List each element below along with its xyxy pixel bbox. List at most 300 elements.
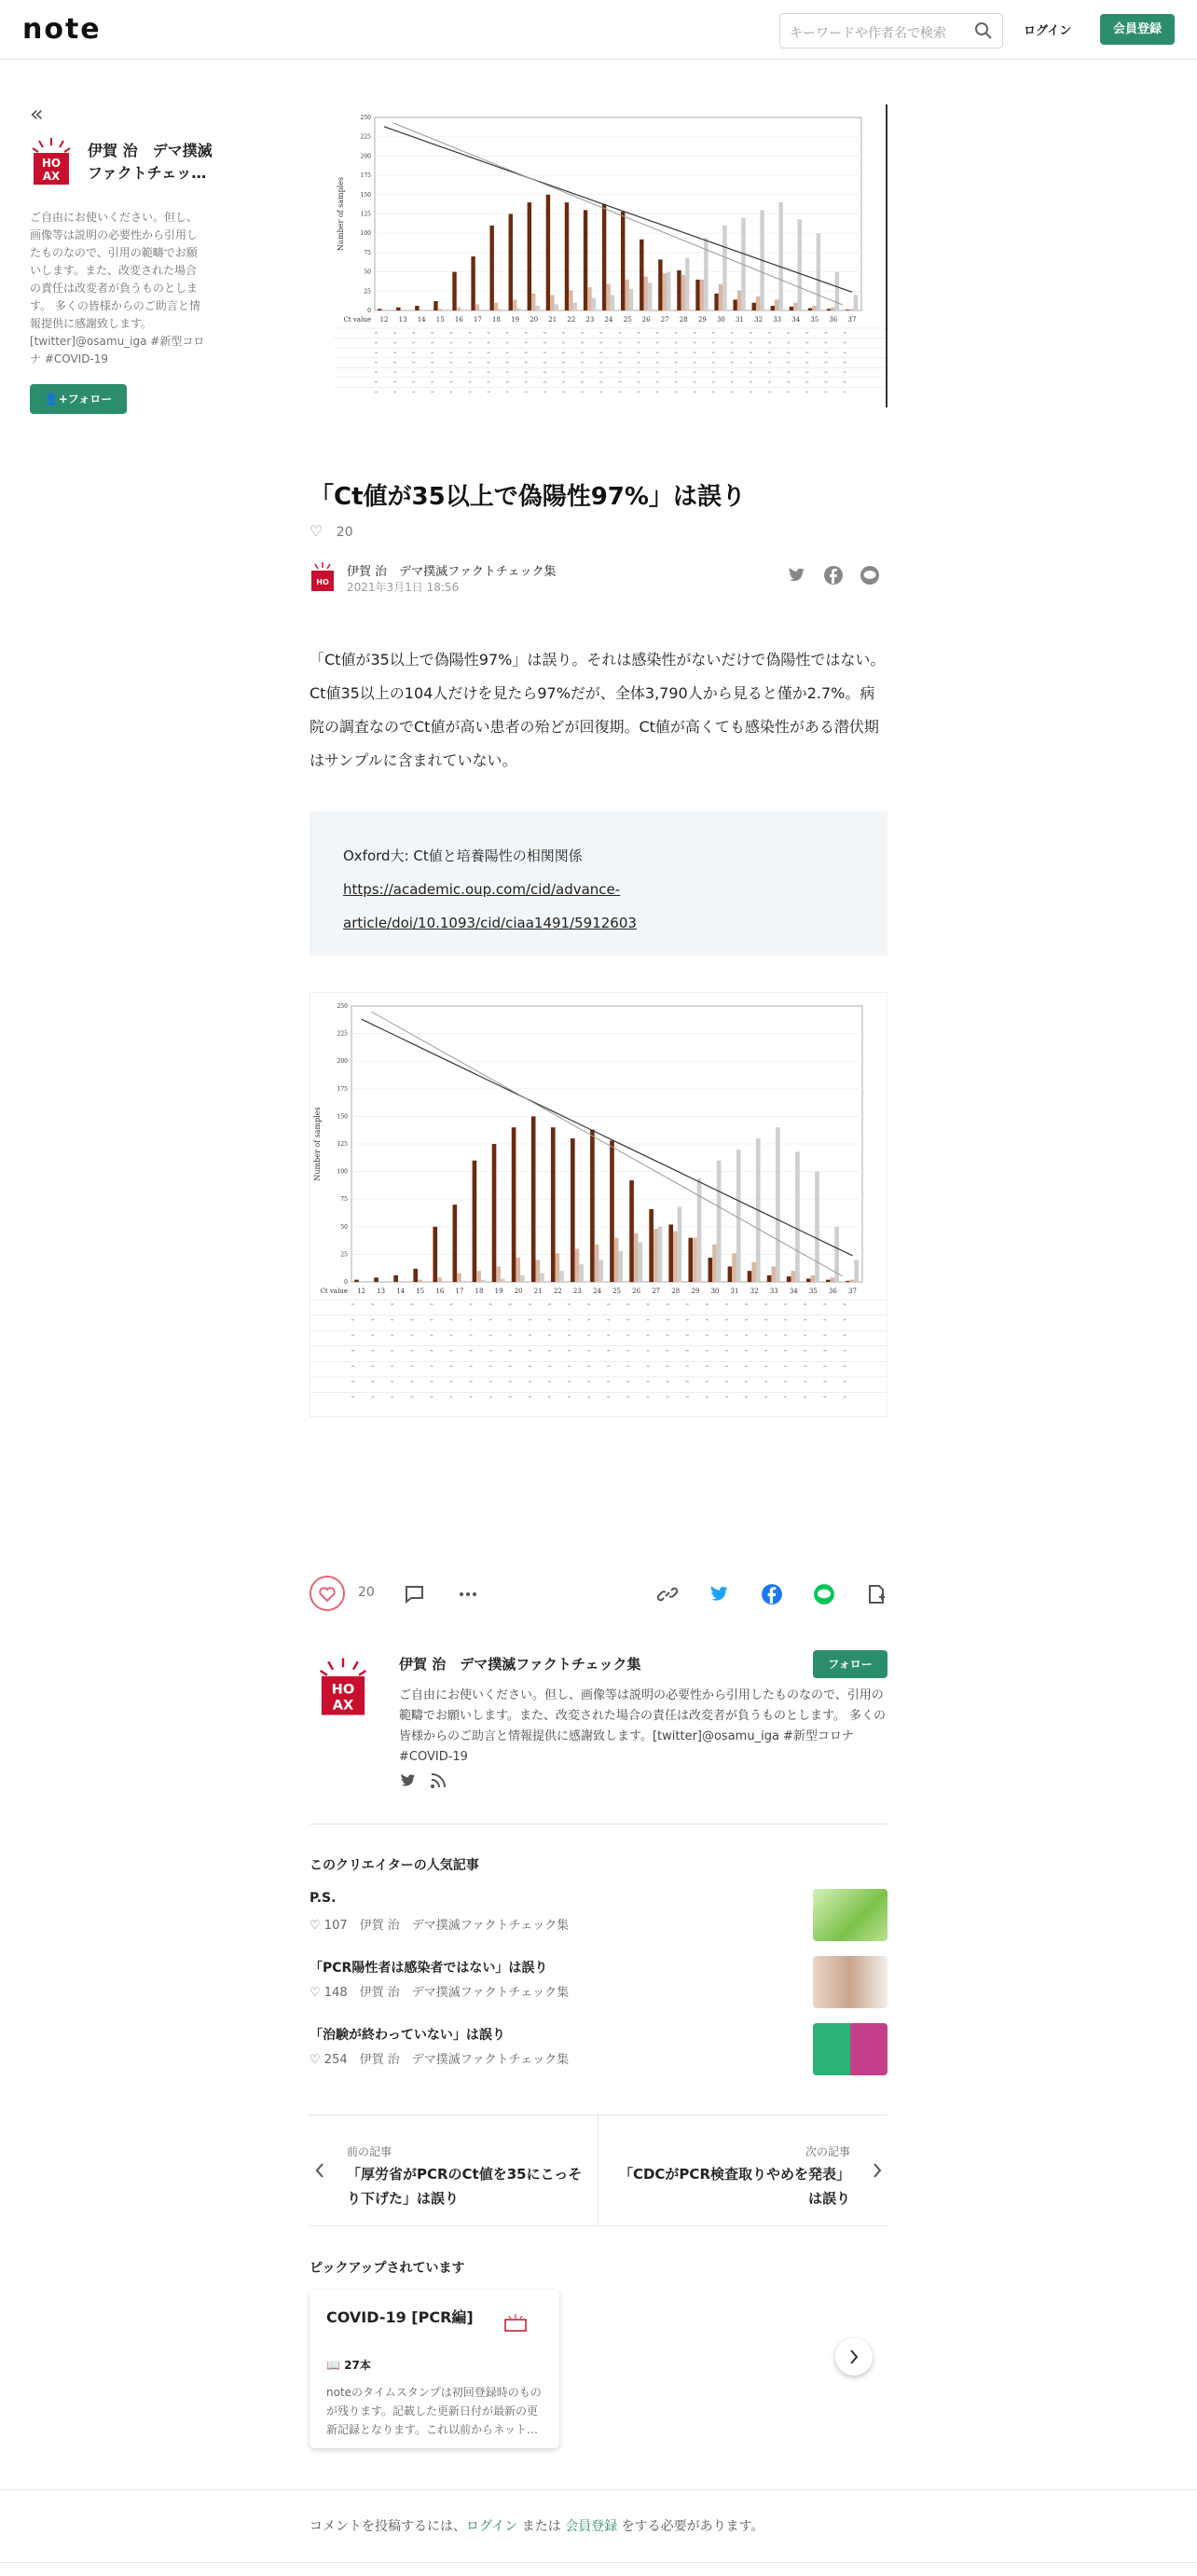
- quote-title: Oxford大: Ct値と培養陽性の相関関係: [343, 847, 583, 864]
- bar-positive-samples-at-2nd-week: [496, 1266, 501, 1282]
- popular-item-title[interactable]: P.S.: [310, 1891, 337, 1906]
- comment-footer: [0, 2489, 1197, 2562]
- search-icon[interactable]: [974, 21, 993, 40]
- next-article[interactable]: [598, 2115, 887, 2225]
- bar-positive-samples-at-1st-week: [393, 1275, 398, 1282]
- magazine-card[interactable]: [310, 2290, 559, 2448]
- bar-positive-samples-at-1st-week: [415, 306, 419, 310]
- x-tick-label: 28: [671, 1288, 681, 1295]
- bar-positive-samples-at-1st-week: [584, 210, 587, 310]
- bar-positive-samples-at-2nd-week: [673, 1232, 678, 1282]
- bar-positive-samples-at-2nd-week: [771, 1266, 776, 1282]
- magazine-description: noteのタイムスタンプは初回登録時のものが残ります。記載した更新日付が最新の更新記録となります。これ以前からネット…: [326, 2386, 542, 2436]
- x-tick-label: 29: [691, 1288, 700, 1295]
- bar-positive-samples-at-3rd-week: [592, 298, 596, 310]
- sidebar-follow-label: フォロー: [67, 393, 113, 406]
- x-tick-label: 28: [679, 316, 688, 324]
- sidebar-bio: ご自由にお使いください。但し、画像等は説明の必要性から引用したものなので、引用の範疇でお願いします。また、改変された場合の責任は改変者が負うものとします。 多くの皆様からのご助言と情報提供に感謝致します。[twitter]@osamu_iga #新型コロナ #COVID-19: [30, 211, 205, 365]
- x-tick-label: 13: [377, 1288, 386, 1295]
- chevron-right-icon: [847, 2349, 860, 2365]
- footer-mid: または: [517, 2519, 566, 2534]
- next-title[interactable]: 「CDCがPCR検査取りやめを発表」は誤り: [618, 2166, 850, 2207]
- bar-positive-samples-at-3rd-week: [817, 233, 820, 310]
- bar-positive-samples-at-2nd-week: [556, 1253, 560, 1282]
- bar-positive-samples-at-1st-week: [658, 259, 662, 310]
- bar-positive-samples-at-2nd-week: [737, 290, 741, 310]
- bar-positive-samples-at-1st-week: [433, 1227, 437, 1282]
- x-tick-label: 33: [769, 1288, 778, 1295]
- x-tick-label: 20: [530, 316, 539, 324]
- bar-positive-samples-at-1st-week: [827, 309, 831, 310]
- bar-positive-samples-at-2nd-week: [663, 273, 667, 310]
- y-tick-label: 225: [337, 1030, 348, 1038]
- y-tick-label: 150: [337, 1113, 348, 1121]
- sidebar-author-name[interactable]: 伊賀 治 デマ撲滅ファクトチェッ…: [88, 142, 213, 182]
- bar-positive-samples-at-1st-week: [509, 214, 513, 311]
- x-tick-label: 20: [514, 1288, 523, 1295]
- bar-positive-samples-at-1st-week: [846, 1281, 850, 1282]
- popular-item-likes: 254: [323, 2053, 348, 2067]
- sidebar-follow-button[interactable]: [30, 384, 127, 414]
- creator-name[interactable]: 伊賀 治 デマ撲滅ファクトチェック集: [399, 1656, 641, 1673]
- bar-positive-samples-at-1st-week: [378, 309, 381, 310]
- bar-positive-samples-at-1st-week: [551, 1127, 556, 1282]
- bar-positive-samples-at-2nd-week: [831, 1277, 835, 1282]
- y-tick-label: 125: [337, 1141, 348, 1148]
- popular-item-likes: 107: [323, 1919, 348, 1933]
- bar-positive-samples-at-2nd-week: [719, 284, 722, 310]
- y-tick-label: 100: [337, 1168, 348, 1176]
- bar-positive-samples-at-2nd-week: [681, 275, 685, 310]
- chevron-right-icon: [871, 2162, 884, 2179]
- action-bar: [310, 1576, 887, 1613]
- popular-item[interactable]: [310, 1889, 887, 1941]
- pickup-heading: ピックアップされています: [310, 2261, 465, 2276]
- x-tick-label: 30: [716, 316, 725, 324]
- search-box[interactable]: [779, 13, 1003, 48]
- article-title: 「Ct値が35以上で偽陽性97%」は誤り: [310, 483, 746, 511]
- bar-positive-samples-at-2nd-week: [476, 1271, 481, 1282]
- bar-positive-samples-at-3rd-week: [722, 226, 726, 310]
- footer-signup-link[interactable]: 会員登録: [565, 2519, 618, 2534]
- line-icon[interactable]: [860, 565, 880, 585]
- article-author-name[interactable]: 伊賀 治 デマ撲滅ファクトチェック集: [347, 565, 557, 579]
- popular-thumb-leaves[interactable]: [813, 1889, 887, 1941]
- x-tick-label: 15: [416, 1288, 425, 1295]
- magazine-thumb: [503, 2314, 528, 2333]
- bar-positive-samples-at-3rd-week: [717, 1161, 722, 1282]
- bar-positive-samples-at-1st-week: [571, 1138, 575, 1282]
- popular-item-author: 伊賀 治 デマ撲滅ファクトチェック集: [359, 1986, 570, 2000]
- popular-item-title[interactable]: 「PCR陽性者は感染者ではない」は誤り: [310, 1961, 548, 1976]
- x-tick-label: 34: [789, 1288, 798, 1295]
- popular-item-author: 伊賀 治 デマ撲滅ファクトチェック集: [359, 1919, 570, 1933]
- bar-positive-samples-at-1st-week: [790, 307, 793, 310]
- bar-positive-samples-at-2nd-week: [791, 1271, 795, 1282]
- x-tick-label: 16: [454, 316, 463, 324]
- login-link[interactable]: ログイン: [1024, 24, 1072, 38]
- y-tick-label: 25: [364, 288, 371, 296]
- bar-positive-samples-at-3rd-week: [559, 1271, 564, 1282]
- twitter-share-icon[interactable]: [709, 1583, 731, 1605]
- x-tick-label: 26: [632, 1288, 641, 1295]
- bar-positive-samples-at-2nd-week: [849, 309, 853, 310]
- bar-positive-samples-at-1st-week: [677, 270, 681, 310]
- y-tick-label: 175: [337, 1085, 348, 1093]
- heart-icon[interactable]: ♡: [310, 522, 323, 540]
- popular-heading: このクリエイターの人気記事: [310, 1858, 479, 1873]
- bar-positive-samples-at-3rd-week: [697, 1178, 702, 1282]
- next-label: 次の記事: [805, 2145, 850, 2158]
- bar-positive-samples-at-1st-week: [610, 1140, 614, 1282]
- bar-positive-samples-at-2nd-week: [644, 277, 648, 310]
- x-tick-label: 21: [533, 1288, 543, 1295]
- bar-positive-samples-at-2nd-week: [850, 1280, 855, 1282]
- svg-text:HO: HO: [41, 157, 62, 170]
- copy-link-icon[interactable]: [656, 1583, 679, 1605]
- bar-positive-samples-at-3rd-week: [579, 1264, 584, 1282]
- bar-positive-samples-at-2nd-week: [569, 290, 572, 310]
- y-tick-label: 175: [360, 172, 371, 180]
- bar-positive-samples-at-1st-week: [396, 308, 400, 310]
- x-tick-label: 12: [357, 1288, 365, 1295]
- x-tick-label: 30: [710, 1288, 720, 1295]
- bar-positive-samples-at-3rd-week: [778, 202, 782, 310]
- bar-positive-samples-at-2nd-week: [693, 1238, 697, 1282]
- chevron-left-icon: [313, 2162, 326, 2179]
- bar-positive-samples-at-1st-week: [806, 1278, 811, 1282]
- twitter-profile-icon[interactable]: [399, 1771, 418, 1790]
- bar-positive-samples-at-3rd-week: [639, 1242, 643, 1282]
- y-tick-label: 50: [340, 1223, 348, 1231]
- bar-positive-samples-at-3rd-week: [667, 272, 670, 310]
- x-tick-label: 17: [455, 1288, 464, 1295]
- x-tick-label: 35: [810, 316, 819, 324]
- bar-positive-samples-at-1st-week: [787, 1276, 791, 1282]
- x-tick-label: 24: [593, 1288, 601, 1295]
- x-tick-label: 22: [567, 316, 576, 324]
- title-like-count: 20: [336, 525, 353, 540]
- rss-icon[interactable]: [429, 1771, 447, 1790]
- bar-positive-samples-at-1st-week: [471, 256, 475, 310]
- magazine-count: [326, 2357, 371, 2373]
- note-logo[interactable]: note: [22, 13, 102, 46]
- bar-positive-samples-at-1st-week: [728, 1266, 733, 1282]
- bar-positive-samples-at-3rd-week: [854, 295, 858, 310]
- embed-icon[interactable]: [865, 1583, 887, 1605]
- x-tick-label: 37: [848, 1288, 857, 1295]
- figure-top: [334, 104, 887, 407]
- bar-positive-samples-at-1st-week: [714, 294, 718, 310]
- article-author-row: [310, 559, 887, 597]
- collapse-sidebar-icon[interactable]: «: [30, 101, 44, 127]
- bar-positive-samples-at-2nd-week: [550, 295, 554, 310]
- bar-positive-samples-at-1st-week: [354, 1280, 359, 1282]
- bar-positive-samples-at-3rd-week: [461, 1281, 466, 1282]
- quote-link-1[interactable]: https://academic.oup.com/cid/advance-: [343, 881, 621, 898]
- svg-text:AX: AX: [42, 170, 61, 183]
- like-count: 20: [358, 1585, 375, 1600]
- bar-positive-samples-at-2nd-week: [811, 1275, 816, 1282]
- figure-bottom: [310, 992, 887, 1417]
- bar-positive-samples-at-2nd-week: [634, 1233, 639, 1282]
- x-tick-label: 32: [750, 1288, 759, 1295]
- chart-2: [310, 993, 887, 1417]
- bar-positive-samples-at-1st-week: [473, 1161, 477, 1282]
- x-tick-label: 25: [623, 316, 632, 324]
- author-avatar[interactable]: [30, 136, 73, 186]
- magazine-count-value: 27本: [344, 2359, 371, 2372]
- bar-positive-samples-at-1st-week: [752, 303, 756, 310]
- x-tick-label: 19: [511, 316, 520, 324]
- y-tick-label: 250: [337, 1003, 348, 1010]
- bar-positive-samples-at-3rd-week: [795, 1151, 800, 1282]
- bar-positive-samples-at-3rd-week: [555, 304, 558, 310]
- heart-icon: ♡: [310, 2053, 324, 2067]
- bar-positive-samples-at-3rd-week: [535, 306, 539, 310]
- svg-text:AX: AX: [332, 1697, 354, 1714]
- bar-positive-samples-at-2nd-week: [700, 280, 704, 310]
- bar-positive-samples-at-1st-week: [602, 204, 606, 310]
- bar-positive-samples-at-2nd-week: [732, 1253, 736, 1282]
- add-user-icon: 👤+: [44, 393, 68, 406]
- magazine-title[interactable]: COVID-19 [PCR編]: [326, 2308, 474, 2326]
- creator-profile: [310, 1650, 887, 1799]
- bar-positive-samples-at-1st-week: [733, 299, 736, 310]
- y-tick-label: 200: [360, 153, 371, 160]
- bar-positive-samples-at-1st-week: [629, 1180, 634, 1282]
- share-icons-top: [776, 565, 880, 589]
- svg-text:HO: HO: [331, 1681, 355, 1698]
- bar-positive-samples-at-1st-week: [489, 226, 493, 310]
- y-axis-label: Number of samples: [313, 1107, 322, 1181]
- prev-article[interactable]: [310, 2115, 598, 2225]
- footer-prefix: コメントを投稿するには、: [310, 2519, 466, 2534]
- popular-item-likes: 148: [323, 1986, 348, 2000]
- x-tick-label: 24: [604, 316, 613, 324]
- bar-positive-samples-at-1st-week: [771, 306, 775, 310]
- y-tick-label: 75: [340, 1196, 348, 1204]
- x-tick-label: 31: [730, 1288, 739, 1295]
- bar-positive-samples-at-3rd-week: [648, 282, 652, 310]
- y-tick-label: 225: [360, 133, 371, 141]
- y-tick-label: 50: [364, 269, 371, 276]
- bar-positive-samples-at-2nd-week: [494, 303, 498, 310]
- x-tick-label: 13: [398, 316, 407, 324]
- bar-positive-samples-at-1st-week: [546, 195, 550, 310]
- bar-positive-samples-at-1st-week: [512, 1127, 516, 1282]
- y-tick-label: 25: [340, 1251, 348, 1259]
- x-tick-label: 12: [379, 316, 389, 324]
- bar-positive-samples-at-3rd-week: [629, 289, 633, 310]
- prev-label: 前の記事: [347, 2145, 392, 2158]
- bar-positive-samples-at-3rd-week: [481, 1280, 486, 1282]
- author-avatar-small[interactable]: [310, 561, 336, 593]
- bar-positive-samples-at-2nd-week: [437, 1277, 442, 1282]
- popular-thumb-chart[interactable]: [813, 2023, 887, 2075]
- bar-positive-samples-at-1st-week: [688, 1238, 693, 1282]
- bar-positive-samples-at-3rd-week: [685, 258, 689, 310]
- facebook-icon[interactable]: [823, 565, 844, 585]
- popular-item-meta: [310, 1982, 569, 2000]
- popular-thumb-swab[interactable]: [813, 1956, 887, 2008]
- bar-positive-samples-at-3rd-week: [498, 309, 502, 310]
- bar-positive-samples-at-3rd-week: [736, 1150, 741, 1282]
- bar-positive-samples-at-2nd-week: [575, 1248, 580, 1282]
- bar-positive-samples-at-1st-week: [413, 1269, 418, 1282]
- bar-positive-samples-at-3rd-week: [798, 219, 802, 310]
- x-tick-label: 33: [773, 316, 782, 324]
- more-icon[interactable]: [457, 1583, 479, 1605]
- bar-positive-samples-at-3rd-week: [598, 1260, 603, 1282]
- y-tick-label: 0: [344, 1279, 348, 1286]
- x-tick-label: 15: [435, 316, 445, 324]
- like-button[interactable]: [310, 1576, 345, 1611]
- bar-positive-samples-at-2nd-week: [438, 309, 442, 310]
- signup-button[interactable]: 会員登録: [1100, 14, 1175, 45]
- x-tick-label: 36: [829, 316, 838, 324]
- bar-positive-samples-at-1st-week: [433, 301, 437, 310]
- x-tick-label: 36: [828, 1288, 837, 1295]
- x-tick-label: 25: [612, 1288, 621, 1295]
- bar-positive-samples-at-2nd-week: [614, 1238, 619, 1282]
- bar-positive-samples-at-2nd-week: [516, 1258, 520, 1282]
- bar-positive-samples-at-3rd-week: [618, 1251, 623, 1282]
- x-tick-label: 31: [736, 316, 744, 324]
- popular-item-meta: [310, 2049, 569, 2067]
- bar-positive-samples-at-3rd-week: [658, 1227, 663, 1282]
- facebook-share-icon[interactable]: [761, 1583, 783, 1605]
- bar-positive-samples-at-1st-week: [453, 1205, 458, 1282]
- bar-positive-samples-at-3rd-week: [501, 1278, 505, 1282]
- line-share-icon[interactable]: [813, 1583, 835, 1605]
- y-axis-label: Number of samples: [337, 176, 345, 252]
- bar-positive-samples-at-3rd-week: [573, 303, 577, 310]
- comment-icon[interactable]: [403, 1583, 425, 1605]
- x-tick-label: 37: [847, 316, 857, 324]
- bar-positive-samples-at-2nd-week: [457, 308, 461, 310]
- bar-positive-samples-at-2nd-week: [812, 306, 816, 310]
- bar-positive-samples-at-2nd-week: [475, 304, 479, 310]
- footer-suffix: をする必要があります。: [617, 2519, 764, 2534]
- bar-positive-samples-at-3rd-week: [520, 1275, 525, 1282]
- x-tick-label: 23: [585, 316, 595, 324]
- quote-box: [310, 811, 887, 956]
- x-tick-label: 21: [548, 316, 557, 324]
- popular-item[interactable]: [310, 2023, 887, 2075]
- heart-icon: [311, 1577, 343, 1609]
- y-tick-label: 150: [360, 191, 371, 199]
- bar-positive-samples-at-2nd-week: [831, 308, 834, 310]
- search-placeholder: キーワードや作者名で検索: [790, 26, 946, 41]
- bar-positive-samples-at-3rd-week: [678, 1206, 682, 1282]
- heart-icon: ♡: [310, 1919, 324, 1933]
- bar-positive-samples-at-2nd-week: [654, 1229, 658, 1282]
- creator-avatar[interactable]: [317, 1654, 369, 1719]
- bar-positive-samples-at-1st-week: [452, 272, 456, 310]
- bar-positive-samples-at-1st-week: [826, 1280, 831, 1282]
- popular-item-meta: [310, 1915, 569, 1933]
- creator-bio: ご自由にお使いください。但し、画像等は説明の必要性から引用したものなので、引用の範疇でお願いします。また、改変された場合の責任は改変者が負うものとします。 多くの皆様からのご助言と情報提供に感謝致します。[twitter]@osamu_iga #新型コロナ #COVID-19: [399, 1688, 887, 1764]
- bottom-divider: [0, 2562, 1197, 2563]
- twitter-icon[interactable]: [787, 565, 807, 585]
- bar-positive-samples-at-2nd-week: [712, 1245, 717, 1282]
- bar-positive-samples-at-2nd-week: [751, 1262, 756, 1282]
- creator-follow-button[interactable]: フォロー: [813, 1650, 887, 1678]
- x-tick-label: 22: [553, 1288, 562, 1295]
- bar-positive-samples-at-2nd-week: [775, 299, 778, 310]
- bar-positive-samples-at-1st-week: [492, 1144, 497, 1282]
- x-tick-label: 26: [641, 316, 651, 324]
- footer-login-link[interactable]: ログイン: [466, 2519, 518, 2534]
- popular-item[interactable]: [310, 1956, 887, 2008]
- bar-positive-samples-at-3rd-week: [815, 1172, 819, 1282]
- x-tick-label: 14: [396, 1288, 406, 1295]
- bar-positive-samples-at-1st-week: [621, 212, 625, 310]
- x-tick-label: 14: [417, 316, 426, 324]
- bar-positive-samples-at-1st-week: [709, 1258, 713, 1282]
- x-tick-label: 19: [494, 1288, 503, 1295]
- bar-positive-samples-at-2nd-week: [531, 294, 535, 310]
- chart-1: [334, 104, 887, 407]
- x-tick-label: 27: [652, 1288, 661, 1295]
- bar-positive-samples-at-1st-week: [565, 202, 569, 310]
- bar-positive-samples-at-1st-week: [695, 280, 699, 310]
- bar-positive-samples-at-3rd-week: [776, 1127, 780, 1282]
- bar-positive-samples-at-2nd-week: [793, 303, 797, 310]
- x-tick-label: 34: [791, 316, 801, 324]
- prev-title[interactable]: 「厚労省がPCRのCt値を35にこっそり下げた」は誤り: [347, 2166, 583, 2207]
- y-tick-label: 200: [337, 1058, 348, 1066]
- carousel-next-button[interactable]: [835, 2338, 873, 2376]
- x-tick-label: 29: [697, 316, 707, 324]
- bar-positive-samples-at-2nd-week: [535, 1260, 540, 1282]
- divider-1: [310, 1824, 887, 1825]
- x-tick-label: 18: [475, 1288, 484, 1295]
- svg-text:HO: HO: [316, 578, 329, 586]
- x-tick-label: 27: [660, 316, 669, 324]
- bar-positive-samples-at-3rd-week: [516, 309, 520, 310]
- bar-positive-samples-at-1st-week: [767, 1275, 772, 1282]
- x-tick-label: 18: [492, 316, 501, 324]
- x-tick-label: 23: [572, 1288, 582, 1295]
- bar-positive-samples-at-2nd-week: [587, 287, 591, 310]
- bar-positive-samples-at-2nd-week: [457, 1274, 461, 1282]
- bar-positive-samples-at-1st-week: [640, 240, 643, 310]
- bar-positive-samples-at-1st-week: [590, 1130, 595, 1282]
- article-body: 「Ct値が35以上で偽陽性97%」は誤り。それは感染性がないだけで偽陽性ではない。Ct値35以上の104人だけを見たら97%だが、全体3,790人から見ると僅か2.7%。病院の調査なのでCt値が高い患者の殆どが回復期。Ct値が高くても感染性がある潜伏期はサンプルに含まれていない。: [310, 651, 886, 769]
- book-icon: 📖: [326, 2359, 345, 2372]
- bar-positive-samples-at-1st-week: [528, 202, 531, 310]
- popular-item-title[interactable]: 「治験が終わっていない」は誤り: [310, 2028, 505, 2043]
- bar-positive-samples-at-1st-week: [649, 1209, 654, 1282]
- bar-positive-samples-at-2nd-week: [756, 296, 760, 310]
- x-tick-label: 17: [473, 316, 482, 324]
- comment-prompt: [310, 2516, 764, 2535]
- x-axis-label: Ct value: [320, 1288, 348, 1295]
- bar-positive-samples-at-2nd-week: [595, 1245, 599, 1282]
- bar-positive-samples-at-3rd-week: [854, 1260, 859, 1282]
- bar-positive-samples-at-1st-week: [668, 1224, 673, 1282]
- x-tick-label: 35: [808, 1288, 818, 1295]
- bar-positive-samples-at-1st-week: [808, 309, 812, 310]
- bar-positive-samples-at-2nd-week: [625, 280, 628, 310]
- article-nav: [310, 2115, 887, 2226]
- quote-link-2[interactable]: article/doi/10.1093/cid/ciaa1491/5912603: [343, 915, 637, 931]
- bar-positive-samples-at-1st-week: [531, 1116, 536, 1282]
- bar-positive-samples-at-2nd-week: [418, 1280, 422, 1282]
- title-like-row: [310, 522, 353, 540]
